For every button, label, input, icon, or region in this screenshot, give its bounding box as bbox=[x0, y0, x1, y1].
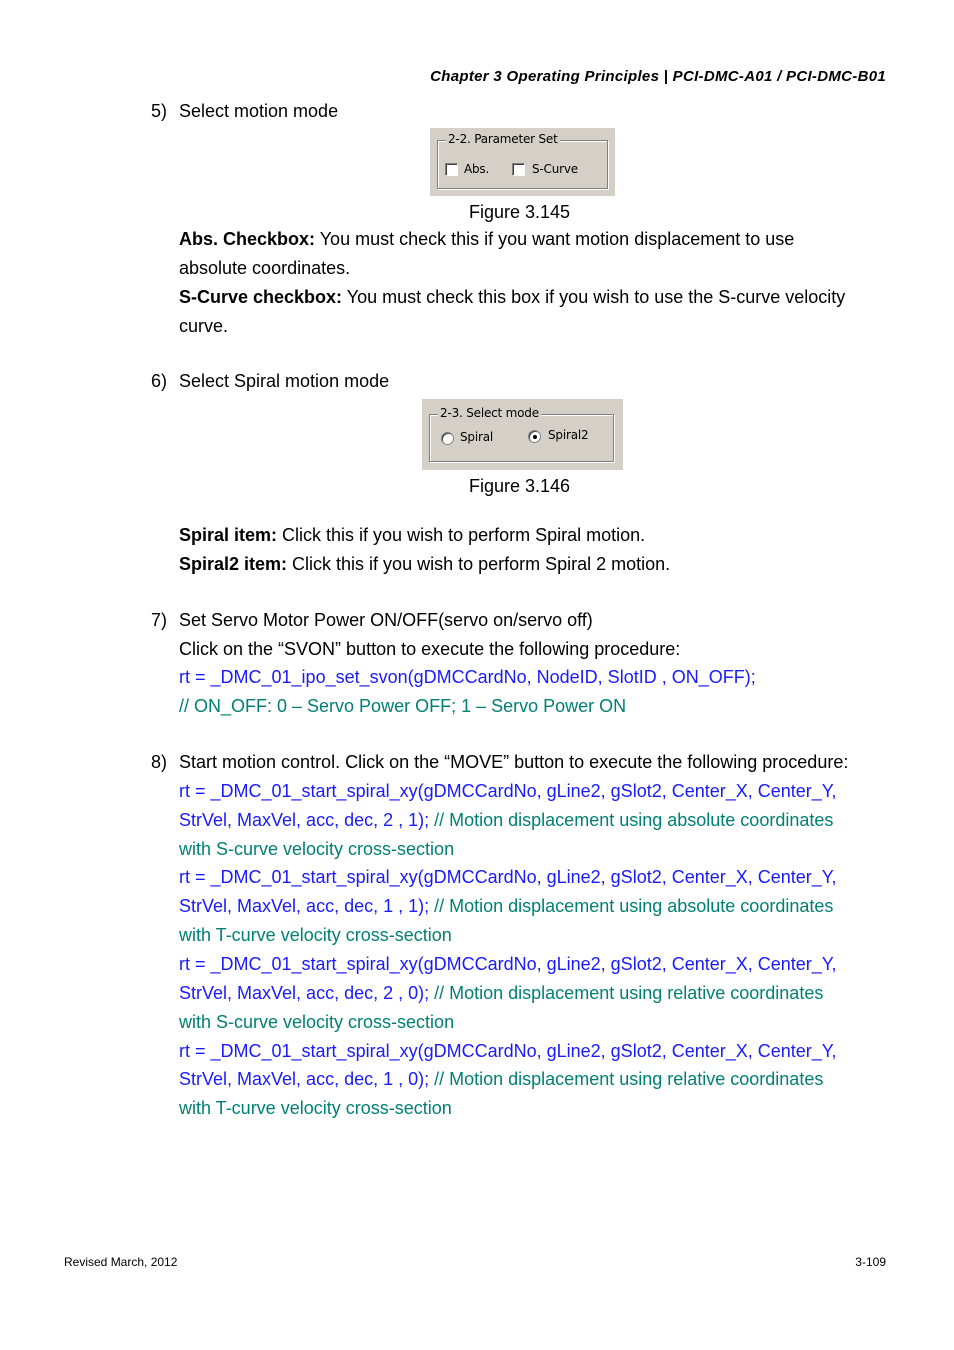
spiral2-radio[interactable] bbox=[528, 430, 541, 443]
spiral-code-line bbox=[179, 892, 833, 921]
select-mode-legend: 2-3. Select mode bbox=[440, 406, 539, 420]
s-curve-checkbox-term: S-Curve checkbox: bbox=[179, 287, 343, 307]
spiral-code-comment: // Motion displacement using absolute coordinates bbox=[429, 810, 834, 830]
svon-code: rt = _DMC_01_ipo_set_svon(gDMCCardNo, NodeID, SlotID , ON_OFF); bbox=[179, 667, 756, 687]
figure-caption-145: Figure 3.145 bbox=[469, 202, 571, 222]
abs-checkbox-term: Abs. Checkbox: bbox=[179, 229, 316, 249]
spiral-code-line: rt = _DMC_01_start_spiral_xy(gDMCCardNo, gLine2, gSlot2, Center_X, Center_Y, bbox=[179, 867, 837, 887]
spiral-item-description bbox=[179, 521, 645, 550]
step-title-7: Set Servo Motor Power ON/OFF(servo on/servo off) bbox=[179, 610, 593, 630]
step-number-6: 6) bbox=[151, 371, 168, 391]
spiral-code-comment: // Motion displacement using relative coordinates bbox=[429, 1069, 824, 1089]
spiral-code-args: StrVel, MaxVel, acc, dec, 2 , 0); bbox=[179, 983, 430, 1003]
footer-page-number: 3-109 bbox=[855, 1255, 886, 1269]
spiral-code-args: StrVel, MaxVel, acc, dec, 1 , 0); bbox=[179, 1069, 430, 1089]
step-title-6: Select Spiral motion mode bbox=[179, 371, 390, 391]
spiral-code-comment-cont: with T-curve velocity cross-section bbox=[179, 1098, 452, 1118]
spiral-code-comment-cont: with S-curve velocity cross-section bbox=[179, 1012, 455, 1032]
svon-instruction: Click on the “SVON” button to execute the following procedure: bbox=[179, 639, 681, 659]
abs-checkbox-text: You must check this if you want motion displacement to use bbox=[315, 229, 795, 249]
abs-checkbox-label[interactable]: Abs. bbox=[464, 162, 490, 176]
spiral-code-args: StrVel, MaxVel, acc, dec, 1 , 1); bbox=[179, 896, 430, 916]
s-curve-checkbox-description bbox=[179, 283, 845, 312]
spiral-item-text: Click this if you wish to perform Spiral motion. bbox=[277, 525, 646, 545]
running-header: Chapter 3 Operating Principles | PCI-DMC-A01 / PCI-DMC-B01 bbox=[430, 68, 886, 85]
spiral-code-line bbox=[179, 979, 823, 1008]
spiral-code-comment-cont: with T-curve velocity cross-section bbox=[179, 925, 452, 945]
spiral2-radio-label[interactable]: Spiral2 bbox=[548, 428, 589, 442]
step-title-5: Select motion mode bbox=[179, 101, 339, 121]
s-curve-checkbox[interactable] bbox=[512, 163, 525, 176]
abs-checkbox[interactable] bbox=[445, 163, 458, 176]
abs-checkbox-description bbox=[179, 225, 794, 254]
spiral-code-comment-cont: with S-curve velocity cross-section bbox=[179, 839, 455, 859]
parameter-set-groupbox bbox=[437, 132, 608, 189]
select-mode-groupbox bbox=[429, 406, 614, 462]
select-mode-panel bbox=[422, 399, 623, 470]
abs-checkbox-text-cont: absolute coordinates. bbox=[179, 258, 351, 278]
spiral-code-line: rt = _DMC_01_start_spiral_xy(gDMCCardNo, gLine2, gSlot2, Center_X, Center_Y, bbox=[179, 954, 837, 974]
s-curve-checkbox-text: You must check this box if you wish to use the S-curve velocity bbox=[342, 287, 846, 307]
spiral-code-line: rt = _DMC_01_start_spiral_xy(gDMCCardNo, gLine2, gSlot2, Center_X, Center_Y, bbox=[179, 1041, 837, 1061]
spiral2-item-description bbox=[179, 550, 670, 579]
spiral2-item-term: Spiral2 item: bbox=[179, 554, 288, 574]
step-number-8: 8) bbox=[151, 752, 168, 772]
parameter-set-legend: 2-2. Parameter Set bbox=[448, 132, 558, 146]
s-curve-checkbox-text-cont: curve. bbox=[179, 316, 229, 336]
spiral-code-line bbox=[179, 1065, 823, 1094]
spiral-code-args: StrVel, MaxVel, acc, dec, 2 , 1); bbox=[179, 810, 430, 830]
footer-revision: Revised March, 2012 bbox=[64, 1255, 178, 1269]
spiral-radio-label[interactable]: Spiral bbox=[460, 430, 493, 444]
spiral-item-term: Spiral item: bbox=[179, 525, 278, 545]
svon-comment: // ON_OFF: 0 – Servo Power OFF; 1 – Servo Power ON bbox=[179, 696, 627, 716]
spiral-radio[interactable] bbox=[441, 432, 454, 445]
spiral-code-line: rt = _DMC_01_start_spiral_xy(gDMCCardNo, gLine2, gSlot2, Center_X, Center_Y, bbox=[179, 781, 837, 801]
spiral2-item-text: Click this if you wish to perform Spiral 2 motion. bbox=[287, 554, 671, 574]
spiral-code-comment: // Motion displacement using relative coordinates bbox=[429, 983, 824, 1003]
spiral-code-comment: // Motion displacement using absolute coordinates bbox=[429, 896, 834, 916]
step-title-8: Start motion control. Click on the “MOVE” button to execute the following procedure: bbox=[179, 752, 849, 772]
spiral-code-line bbox=[179, 806, 833, 835]
parameter-set-panel bbox=[430, 128, 615, 196]
step-number-7: 7) bbox=[151, 610, 168, 630]
figure-caption-146: Figure 3.146 bbox=[469, 476, 571, 496]
s-curve-checkbox-label[interactable]: S-Curve bbox=[532, 162, 578, 176]
step-number-5: 5) bbox=[151, 101, 168, 121]
